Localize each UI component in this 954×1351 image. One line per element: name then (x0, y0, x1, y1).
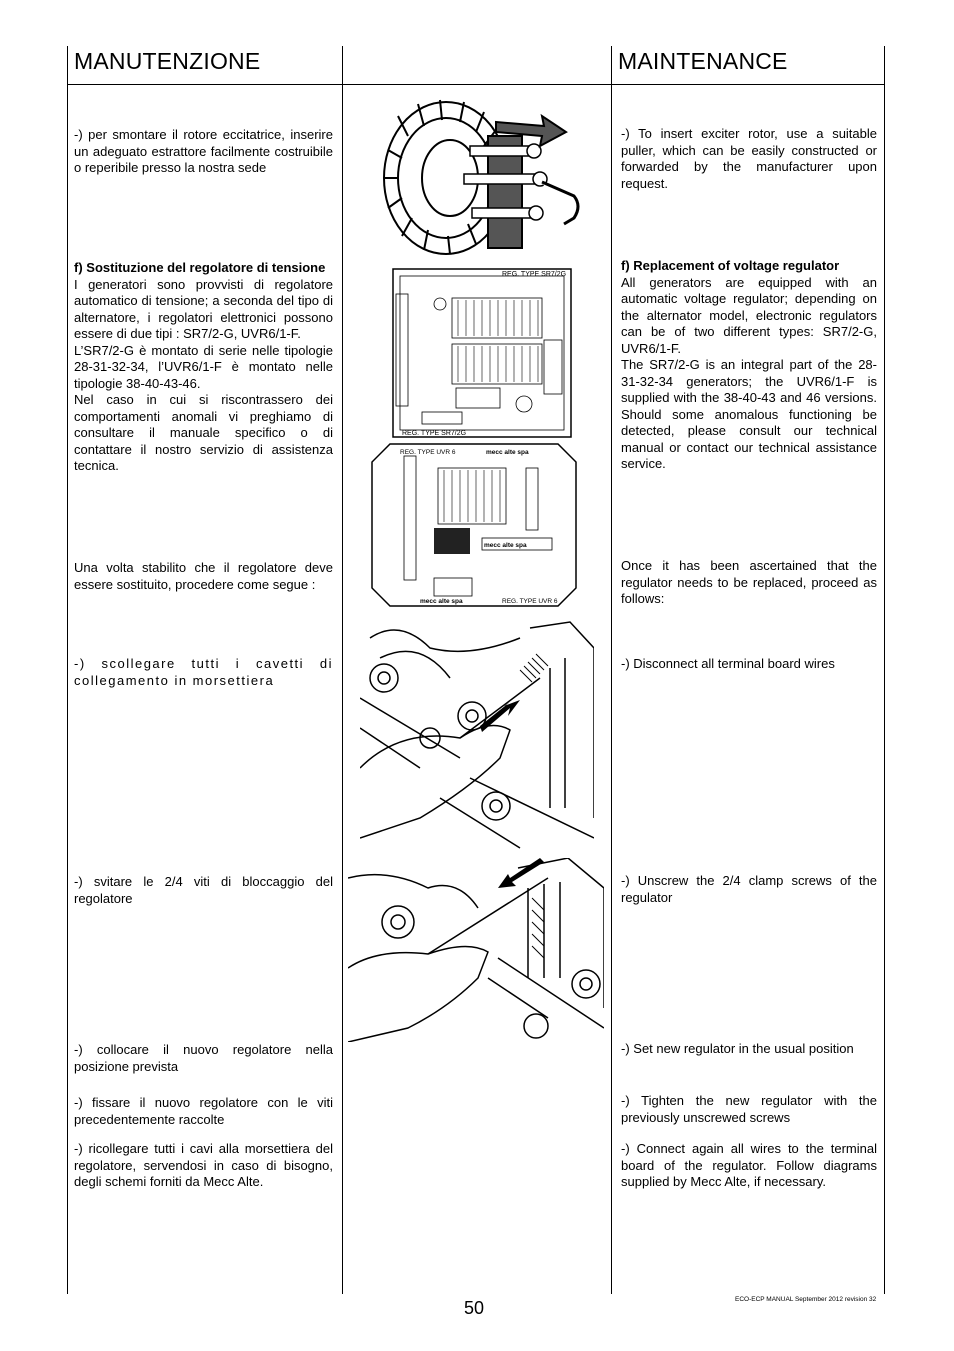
header-separator (67, 84, 885, 85)
uvr6-board-label-top: REG. TYPE UVR 6 (400, 449, 456, 456)
frame-divider-1 (342, 46, 343, 1294)
it-section-f-para-1: I generatori sono provvisti di regolatore automatico di tensione; a seconda del tipo di alternatore, i regolatori elettronici possono essere di due tipi : SR7/2-G, UVR6/1-F. (74, 276, 333, 341)
sr7-board-label-bottom: REG. TYPE SR7/2G (402, 430, 467, 437)
document-info: ECO-ECP MANUAL September 2012 revision 32 (735, 1296, 877, 1303)
it-exciter-rotor-text: -) per smontare il rotore eccitatrice, inserire un adeguato estrattore facilmente costruibile o reperibile presso la nostra sede (74, 127, 333, 175)
frame-divider-2 (611, 46, 612, 1294)
title-english: MAINTENANCE (618, 48, 788, 74)
en-fix-text: -) Tighten the new regulator with the previously unscrewed screws (621, 1093, 877, 1125)
en-reconnect-text: -) Connect again all wires to the terminal board of the regulator. Follow diagrams supplied by Mecc Alte, if necessary. (621, 1141, 877, 1189)
frame-left-border (67, 46, 68, 1294)
en-exciter-rotor-text: -) To insert exciter rotor, use a suitable puller, which can be easily constructed or forwarded by the manufacturer upon request. (621, 126, 877, 191)
it-section-f-heading: f) Sostituzione del regolatore di tensione (74, 260, 326, 275)
it-unscrew-text: -) svitare le 2/4 viti di bloccaggio del regolatore (74, 874, 333, 906)
uvr6-board-brand-center: mecc alte spa (484, 542, 527, 549)
frame-right-border (884, 46, 885, 1294)
exciter-rotor-puller-illustration (378, 96, 590, 260)
en-section-f (621, 258, 877, 473)
uvr6-regulator-board-illustration (370, 442, 578, 608)
it-section-f-para-2: L’SR7/2-G è montato di serie nelle tipologie 28-31-32-34, l’UVR6/1-F è montato nelle tipologie 38-40-43-46. (74, 342, 333, 391)
it-reconnect-text: -) ricollegare tutti i cavi alla morsettiera del regolatore, servendosi in caso di bisogno, degli schemi forniti da Mecc Alte. (74, 1141, 333, 1189)
uvr6-board-brand-top: mecc alte spa (486, 449, 529, 456)
en-section-f-para-2: The SR7/2-G is an integral part of the 28-31-32-34 generators; the UVR6/1-F is supplied with the 38-40-43 and 46 versions. Should some anomalous functioning be detected, please consult our technical manual or contact our technical assistance service. (621, 357, 877, 471)
it-section-f-para-3: Nel caso in cui si riscontrassero dei comportamenti anomali vi preghiamo di consultare il manuale specifico o di contattare il nostro servizio di assistenza tecnica. (74, 392, 333, 473)
en-disconnect-text: -) Disconnect all terminal board wires (621, 656, 835, 671)
en-section-f-heading: f) Replacement of voltage regulator (621, 258, 840, 273)
disconnect-wires-illustration (360, 618, 594, 850)
en-place-text: -) Set new regulator in the usual position (621, 1041, 854, 1056)
it-disconnect-text: -) scollegare tutti i cavetti di collegamento in morsettiera (74, 656, 333, 688)
page-number: 50 (464, 1298, 485, 1318)
it-once-text: Una volta stabilito che il regolatore deve essere sostituito, procedere come segue : (74, 560, 333, 592)
en-unscrew-text: -) Unscrew the 2/4 clamp screws of the regulator (621, 873, 877, 905)
sr7-regulator-board-illustration (392, 268, 574, 440)
uvr6-board-brand-bottom: mecc alte spa (420, 598, 463, 605)
uvr6-board-label-bottom: REG. TYPE UVR 6 (502, 598, 558, 605)
unscrew-clamp-screws-illustration (348, 858, 604, 1042)
sr7-board-label-top: REG. TYPE SR7/2G (502, 271, 567, 278)
it-fix-text: -) fissare il nuovo regolatore con le viti precedentemente raccolte (74, 1095, 333, 1127)
title-italian: MANUTENZIONE (74, 48, 261, 74)
it-section-f (74, 260, 333, 475)
en-section-f-para-1: All generators are equipped with an automatic voltage regulator; depending on the alternator model, electronic regulators can be of two different types: SR7/2-G, UVR6/1-F. (621, 274, 877, 356)
it-place-text: -) collocare il nuovo regolatore nella posizione prevista (74, 1042, 333, 1074)
en-once-text: Once it has been ascertained that the regulator needs to be replaced, proceed as follows: (621, 558, 877, 606)
